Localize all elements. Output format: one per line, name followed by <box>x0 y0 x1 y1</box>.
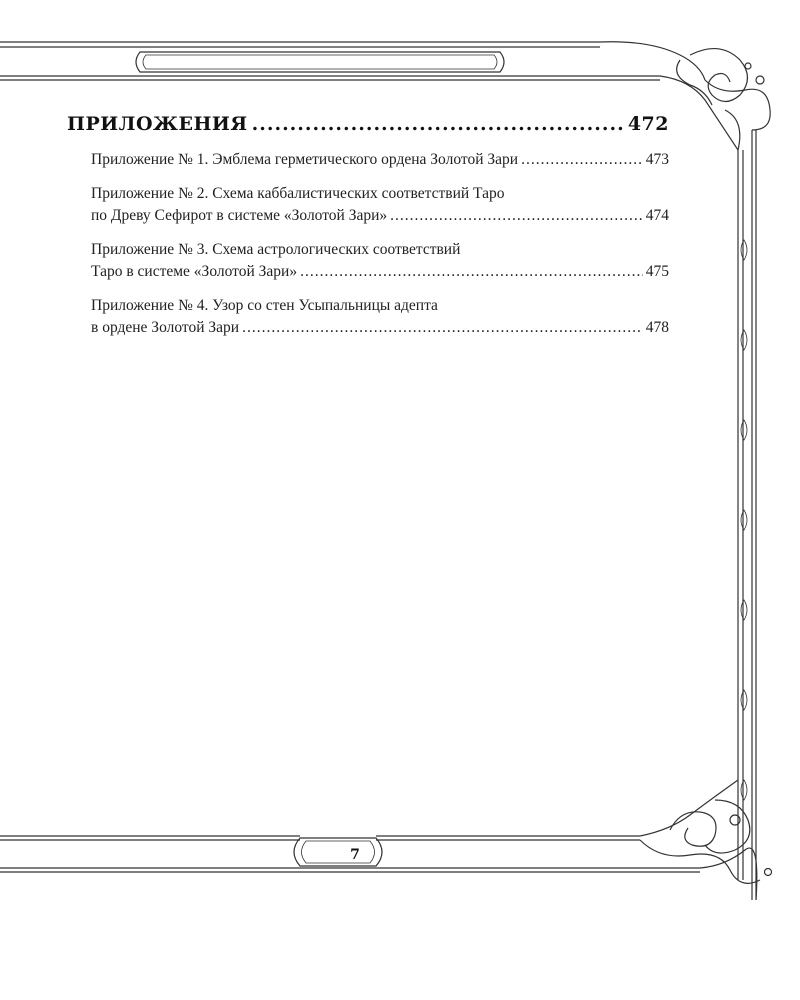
toc-entry-line <box>91 317 669 339</box>
dot-leader <box>242 317 643 339</box>
toc-entry-title: Приложение № 3. Схема астрологических соответствий <box>91 241 461 258</box>
dot-leader <box>521 149 643 171</box>
page-number: 7 <box>350 847 360 863</box>
dot-leader <box>390 205 643 227</box>
toc-entry-title: Приложение № 2. Схема каббалистических соответствий Таро <box>91 185 505 202</box>
toc-entry-title: Приложение № 1. Эмблема герметического ордена Золотой Зари <box>91 151 519 168</box>
toc-entry-appendix-2[interactable] <box>91 183 669 227</box>
toc-entry-page: 473 <box>645 151 669 168</box>
toc-entry-title: Приложение № 4. Узор со стен Усыпальницы адепта <box>91 297 438 314</box>
toc-entry-page: 474 <box>645 207 669 224</box>
toc-entry-appendix-1[interactable] <box>91 149 669 171</box>
toc-entry-title-cont: по Древу Сефирот в системе «Золотой Зари» <box>91 207 388 224</box>
toc-entry-line <box>91 149 669 171</box>
toc-entry-page: 475 <box>645 263 669 280</box>
toc-entry-appendix-3[interactable] <box>91 239 669 283</box>
section-page: 472 <box>627 113 669 135</box>
toc-section-heading[interactable] <box>67 113 669 135</box>
toc-appendices-section <box>67 113 669 351</box>
toc-entry-line <box>91 205 669 227</box>
toc-entry-title-cont: в ордене Золотой Зари <box>91 319 240 336</box>
toc-entry-page: 478 <box>645 319 669 336</box>
dot-leader <box>300 261 643 283</box>
section-title: ПРИЛОЖЕНИЯ <box>67 113 248 135</box>
toc-entry-line <box>91 261 669 283</box>
dot-leader <box>252 113 624 135</box>
toc-entry-appendix-4[interactable] <box>91 295 669 339</box>
toc-entry-title-cont: Таро в системе «Золотой Зари» <box>91 263 298 280</box>
